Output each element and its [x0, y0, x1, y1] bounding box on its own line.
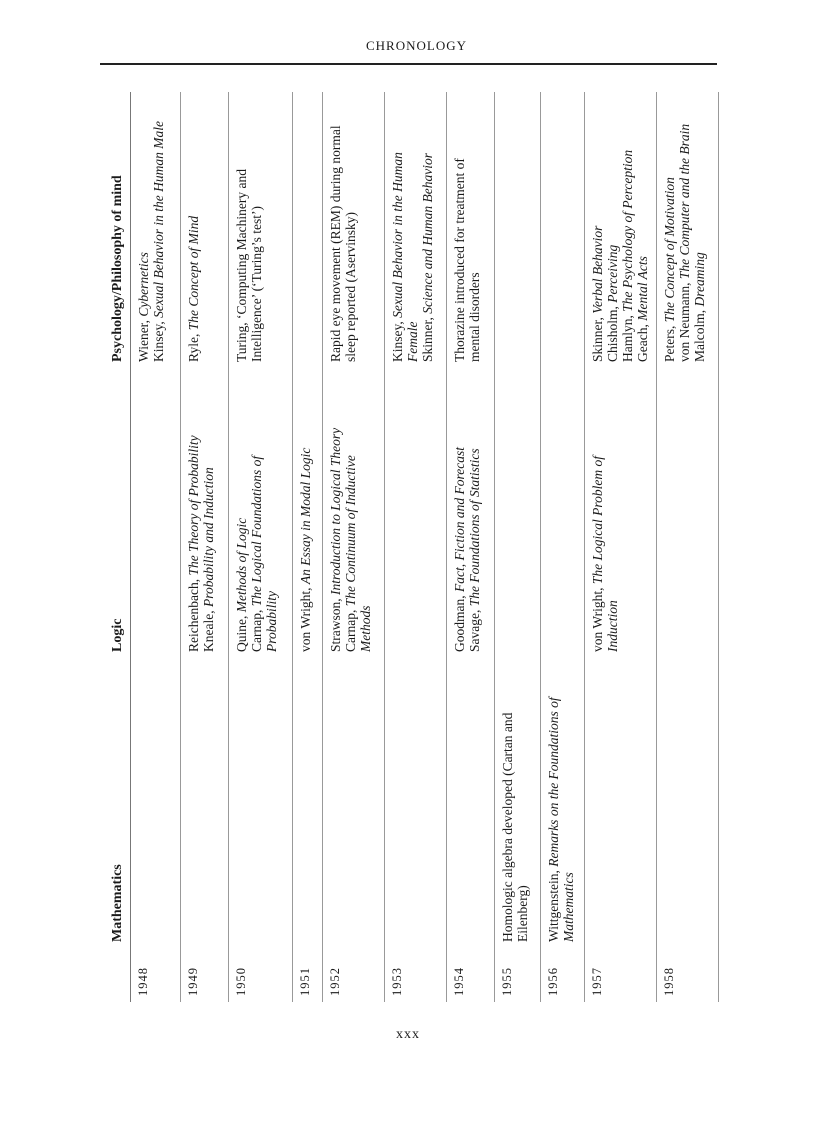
author-text: Quine, — [234, 612, 249, 652]
work-title: Cybernetics — [136, 252, 151, 317]
table-row — [656, 92, 719, 1002]
entry-line — [151, 121, 166, 362]
entry-line — [249, 456, 264, 652]
author-text: von Wright, — [590, 584, 605, 652]
year-cell: 1949 — [186, 967, 200, 996]
work-title: Female — [405, 321, 420, 362]
author-text: Savage, — [467, 606, 482, 652]
work-title: Dreaming — [692, 252, 707, 307]
psychology-cell — [186, 216, 201, 362]
work-title: The Psychology of Perception — [620, 149, 635, 312]
entry-line — [328, 428, 343, 652]
author-text: sleep reported (Aservinsky) — [343, 212, 358, 362]
author-text: von Wright, — [298, 584, 313, 652]
work-title: Probability — [264, 591, 279, 652]
year-cell: 1957 — [590, 967, 604, 996]
author-text: Ryle, — [186, 330, 201, 362]
entry-line — [561, 697, 576, 942]
work-title: Induction — [605, 600, 620, 652]
work-title: Sexual Behavior in the Human Male — [151, 121, 166, 318]
table-row — [180, 92, 229, 1002]
author-text: Kneale, — [201, 607, 216, 652]
author-text: Geach, — [635, 320, 650, 362]
table-row — [384, 92, 447, 1002]
work-title: Mathematics — [561, 872, 576, 942]
author-text: Turing, ‘Computing Machinery and — [234, 169, 249, 362]
logic-cell — [452, 447, 482, 652]
psychology-cell — [590, 150, 650, 362]
psychology-cell — [452, 158, 482, 362]
author-text: Chisholm, — [605, 302, 620, 362]
entry-line — [692, 124, 707, 362]
entry-line — [635, 150, 650, 362]
work-title: The Computer and the Brain — [677, 123, 692, 280]
author-text: Thorazine introduced for treatment of — [452, 158, 467, 362]
psychology-cell — [662, 124, 707, 362]
entry-line — [264, 456, 279, 652]
entry-line — [201, 435, 216, 652]
entry-line — [677, 124, 692, 362]
author-text: Goodman, — [452, 592, 467, 652]
work-title: Introduction to Logical Theory — [328, 427, 343, 595]
header-rule — [100, 63, 717, 65]
work-title: Perceiving — [605, 244, 620, 303]
table-row — [540, 92, 585, 1002]
work-title: The Foundations of Statistics — [467, 448, 482, 607]
work-title: Fact, Fiction and Forecast — [452, 447, 467, 592]
year-cell: 1954 — [452, 967, 466, 996]
entry-line — [500, 713, 515, 942]
table-row — [292, 92, 323, 1002]
entry-line — [452, 158, 467, 362]
author-text: Carnap, — [343, 606, 358, 652]
entry-line — [605, 150, 620, 362]
entry-line — [358, 428, 373, 652]
author-text: Wittgenstein, — [546, 866, 561, 942]
work-title: The Continuum of Inductive — [343, 455, 358, 607]
entry-line — [136, 121, 151, 362]
year-cell: 1956 — [546, 967, 560, 996]
year-cell: 1953 — [390, 967, 404, 996]
work-title: The Concept of Mind — [186, 215, 201, 331]
entry-line — [590, 456, 605, 652]
logic-cell — [328, 428, 373, 652]
logic-cell — [298, 448, 313, 652]
running-head-title: CHRONOLOGY — [366, 38, 467, 53]
table-row — [130, 92, 181, 1002]
year-cell: 1950 — [234, 967, 248, 996]
work-title: Methods of Logic — [234, 517, 249, 613]
entry-line — [390, 152, 405, 362]
work-title: The Theory of Probability — [186, 435, 201, 576]
author-text: Skinner, — [420, 313, 435, 362]
work-title: Mental Acts — [635, 256, 650, 321]
header-logic: Logic — [110, 618, 125, 652]
year-cell: 1958 — [662, 967, 676, 996]
year-cell: 1955 — [500, 967, 514, 996]
entry-line — [467, 158, 482, 362]
author-text: Intelligence’ (‘Turing’s test’) — [249, 206, 264, 362]
table-row — [446, 92, 495, 1002]
work-title: Science and Human Behavior — [420, 152, 435, 314]
entry-line — [234, 169, 249, 362]
author-text: Kinsey, — [151, 317, 166, 362]
mathematics-cell — [546, 697, 576, 942]
page-number: xxx — [396, 1027, 420, 1042]
entry-line — [590, 150, 605, 362]
author-text: Strawson, — [328, 595, 343, 652]
entry-line — [515, 713, 530, 942]
table-row — [494, 92, 541, 1002]
mathematics-cell — [500, 713, 530, 942]
entry-line — [186, 216, 201, 362]
psychology-cell — [234, 169, 264, 362]
logic-cell — [234, 456, 279, 652]
entry-line — [452, 447, 467, 652]
work-title: The Logical Problem of — [590, 456, 605, 585]
year-cell: 1948 — [136, 967, 150, 996]
entry-line — [298, 448, 313, 652]
author-text: Peters, — [662, 322, 677, 362]
entry-line — [343, 428, 358, 652]
header-psychology: Psychology/Philosophy of mind — [110, 175, 125, 362]
entry-line — [328, 125, 343, 362]
entry-line — [186, 435, 201, 652]
table-header-row — [104, 92, 131, 1002]
psychology-cell — [136, 121, 166, 362]
entry-line — [546, 697, 561, 942]
author-text: Skinner, — [590, 313, 605, 362]
work-title: Remarks on the Foundations of — [546, 697, 561, 867]
header-mathematics: Mathematics — [110, 864, 125, 942]
entry-line — [405, 152, 420, 362]
chronology-table-rotated — [104, 92, 707, 1002]
entry-line — [467, 447, 482, 652]
table-row — [322, 92, 385, 1002]
author-text: mental disorders — [467, 272, 482, 362]
entry-line — [343, 125, 358, 362]
entry-line — [234, 456, 249, 652]
logic-cell — [186, 435, 216, 652]
entry-line — [605, 456, 620, 652]
psychology-cell — [328, 125, 358, 362]
table-row — [228, 92, 293, 1002]
work-title: Sexual Behavior in the Human — [390, 152, 405, 318]
author-text: Reichenbach, — [186, 575, 201, 652]
year-cell: 1951 — [298, 967, 312, 996]
work-title: The Concept of Motivation — [662, 177, 677, 323]
logic-cell — [590, 456, 620, 652]
work-title: Probability and Induction — [201, 467, 216, 608]
year-cell: 1952 — [328, 967, 342, 996]
author-text: Kinsey, — [390, 317, 405, 362]
work-title: Methods — [358, 605, 373, 652]
work-title: The Logical Foundations of — [249, 455, 264, 607]
entry-line — [620, 150, 635, 362]
author-text: Eilenberg) — [515, 885, 530, 942]
chronology-table — [104, 92, 707, 1002]
entry-line — [249, 169, 264, 362]
work-title: Verbal Behavior — [590, 225, 605, 314]
author-text: Homologic algebra developed (Cartan and — [500, 712, 515, 942]
entry-line — [662, 124, 677, 362]
table-row — [584, 92, 657, 1002]
author-text: Carnap, — [249, 606, 264, 652]
author-text: Rapid eye movement (REM) during normal — [328, 125, 343, 362]
entry-line — [420, 152, 435, 362]
author-text: Hamlyn, — [620, 311, 635, 362]
psychology-cell — [390, 152, 435, 362]
work-title: An Essay in Modal Logic — [298, 447, 313, 585]
author-text: von Neumann, — [677, 279, 692, 362]
author-text: Malcolm, — [692, 306, 707, 362]
author-text: Wiener, — [136, 316, 151, 362]
